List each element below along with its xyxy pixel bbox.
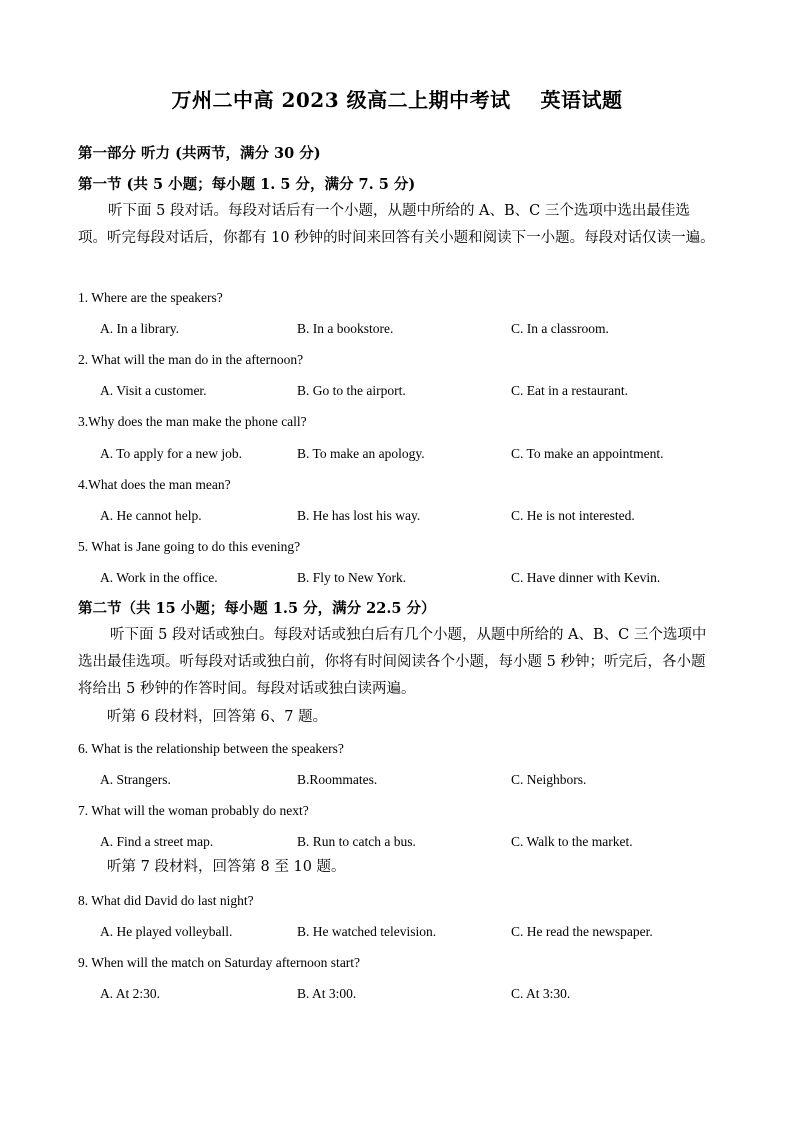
option-9c: C. At 3:30. <box>511 986 571 1001</box>
option-8b: B. He watched television. <box>297 924 437 939</box>
option-4a: A. He cannot help. <box>100 508 202 523</box>
question-1: 1. Where are the speakers? <box>78 290 223 305</box>
page-title: 万州二中高 2023 级高二上期中考试 英语试题 <box>171 88 623 112</box>
section1-heading: 第一节 (共 5 小题；每小题 1. 5 分，满分 7. 5 分) <box>78 176 416 193</box>
option-5b: B. Fly to New York. <box>297 570 407 585</box>
question-2: 2. What will the man do in the afternoon? <box>78 352 304 367</box>
option-1b: B. In a bookstore. <box>297 321 394 336</box>
option-2c: C. Eat in a restaurant. <box>511 383 628 398</box>
option-9b: B. At 3:00. <box>297 986 357 1001</box>
option-3b: B. To make an apology. <box>297 446 425 461</box>
option-7c: C. Walk to the market. <box>511 834 633 849</box>
option-3a: A. To apply for a new job. <box>100 446 243 461</box>
section1-instructions: 听下面 5 段对话。每段对话后有一个小题，从题中所给的 A、B、C 三个选项中选出最佳选项。听完每段对话后，你都有 10 秒钟的时间来回答有关小题和阅读下一小题。每段对话仅读一遍。 <box>78 203 715 246</box>
section2-instructions: 听下面 5 段对话或独白。每段对话或独白后有几个小题，从题中所给的 A、B、C 三个选项中选出最佳选项。听每段对话或独白前，你将有时间阅读各个小题，每小题 5 秒钟；听完后，各小题将给出 5 秒钟的作答时间。每段对话或独白读两遍。 <box>78 627 707 697</box>
option-2b: B. Go to the airport. <box>297 383 406 398</box>
question-3: 3.Why does the man make the phone call? <box>78 414 307 429</box>
note-8-10: 听第 7 段材料，回答第 8 至 10 题。 <box>107 859 346 875</box>
option-8a: A. He played volleyball. <box>100 924 233 939</box>
option-4c: C. He is not interested. <box>511 508 635 523</box>
question-9: 9. When will the match on Saturday afternoon start? <box>78 955 361 970</box>
part1-heading: 第一部分 听力 (共两节，满分 30 分) <box>78 145 321 162</box>
option-4b: B. He has lost his way. <box>297 508 421 523</box>
option-2a: A. Visit a customer. <box>100 383 207 398</box>
option-1c: C. In a classroom. <box>511 321 609 336</box>
option-6a: A. Strangers. <box>100 772 171 787</box>
note-6-7: 听第 6 段材料，回答第 6、7 题。 <box>107 709 328 725</box>
option-7a: A. Find a street map. <box>100 834 214 849</box>
question-8: 8. What did David do last night? <box>78 893 254 908</box>
question-4: 4.What does the man mean? <box>78 477 231 492</box>
question-6: 6. What is the relationship between the speakers? <box>78 741 344 756</box>
option-5a: A. Work in the office. <box>100 570 218 585</box>
option-1a: A. In a library. <box>100 321 179 336</box>
question-5: 5. What is Jane going to do this evening? <box>78 539 301 554</box>
option-8c: C. He read the newspaper. <box>511 924 653 939</box>
option-6b: B.Roommates. <box>297 772 378 787</box>
section2-heading: 第二节（共 15 小题；每小题 1.5 分，满分 22.5 分） <box>78 600 436 617</box>
option-7b: B. Run to catch a bus. <box>297 834 416 849</box>
option-3c: C. To make an appointment. <box>511 446 664 461</box>
option-5c: C. Have dinner with Kevin. <box>511 570 661 585</box>
option-9a: A. At 2:30. <box>100 986 161 1001</box>
question-7: 7. What will the woman probably do next? <box>78 803 309 818</box>
option-6c: C. Neighbors. <box>511 772 587 787</box>
